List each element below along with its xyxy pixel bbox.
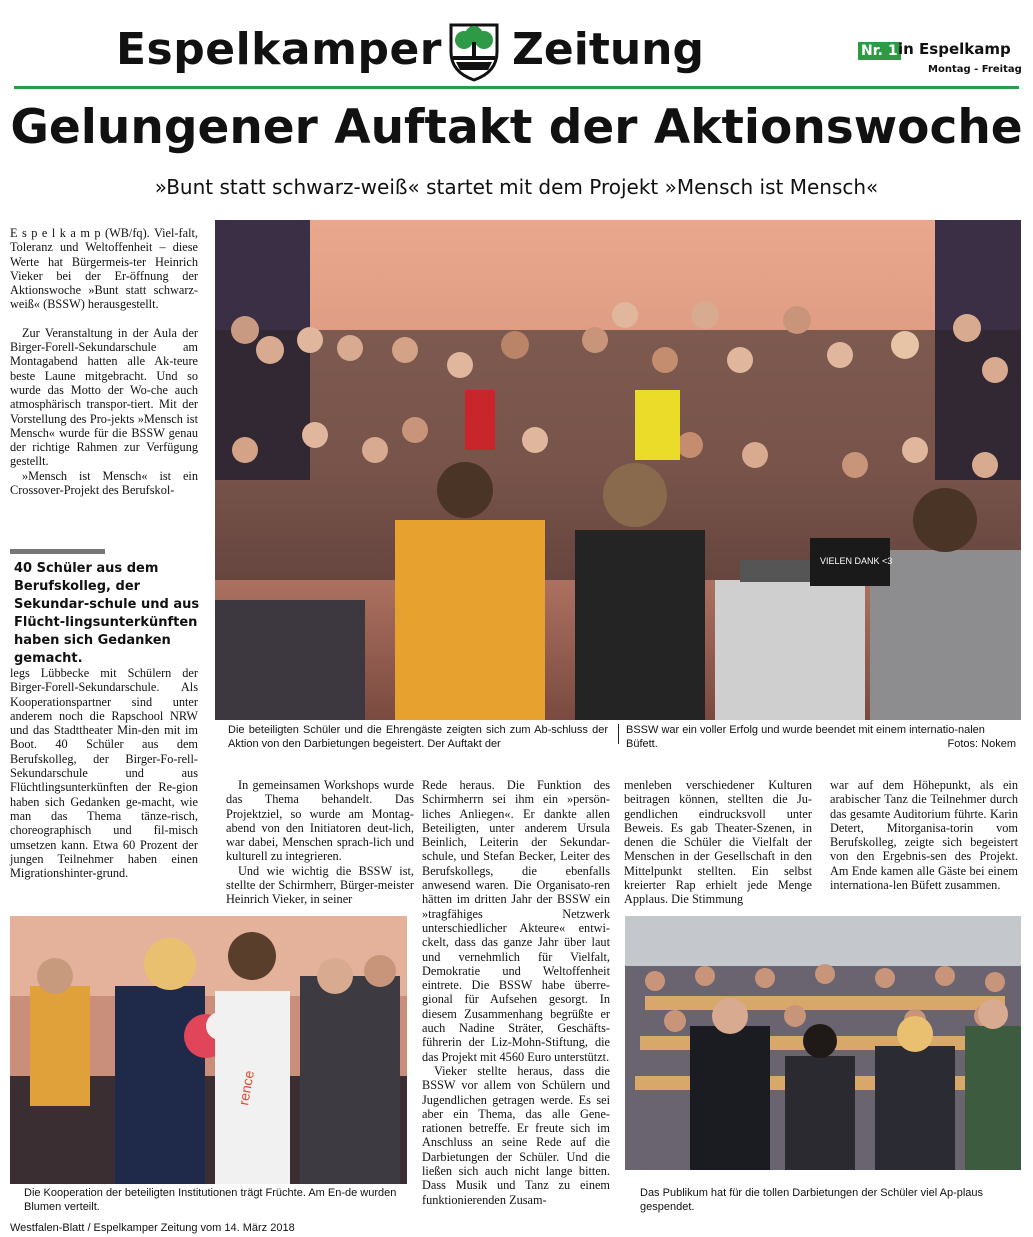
nr1-badge: Nr. 1 <box>858 42 901 60</box>
paragraph: Rede heraus. Die Funktion des Schirmherrn sei ihm ein »persön-liches Anliegen«. Er dankte allen Beteiligten, unter anderem Ursula Beinlich, Leiterin der Sekundar-schule, und Stefan Becker, Leiter des Berufskollegs, die ebenfalls anwesend waren. Die Organisato-ren hätten im dritten Jahr der BSSW ein »tragfähiges Netzwerk unterschiedlicher Akteure« entwi-ckelt, dass das ganze Jahr über laut und vernehmlich für Vielfalt, Demokratie und Weltoffenheit eintrete. Die BSSW habe überre-gional für Aufsehen gesorgt. In diesem Zusammenhang begrüßte er auch Nadine Sträter, Geschäfts-führerin der Liz-Mohn-Stiftung, die das Projekt mit 4560 Euro unterstützt. <box>422 778 610 1064</box>
audience-photo-image <box>625 916 1021 1170</box>
paragraph: menleben verschiedener Kulturen beitragen können, stellten die Ju-gendlichen eindrucksvoll unter Beweis. Es gab Theater-Szenen, in denen die Schüler die Vielfalt der Menschen in der Gesellschaft in den Mittelpunkt stellten. Ein selbst kreierter Rap erhielt jede Menge Applaus. Die Stimmung <box>624 778 812 907</box>
column-4 <box>624 778 812 907</box>
column-1-bottom <box>10 666 198 880</box>
caption-divider <box>618 724 619 744</box>
article-subhead: »Bunt statt schwarz-weiß« startet mit dem Projekt »Mensch ist Mensch« <box>154 175 879 199</box>
masthead <box>0 22 1033 84</box>
paragraph: legs Lübbecke mit Schülern der Birger-Forell-Sekundarschule. Als Kooperationspartner sind unter anderem noch die Rapschool NRW und das Stadttheater Min-den mit im Boot. 40 Schüler aus dem Berufskolleg, der Birger-Fo-rell-Sekundarschule und aus Flüchtlingsunterkünften der Re-gion haben sich Gedanken ge-macht, wie man das Thema tänze-risch, choreographisch und fil-misch umsetzen kann. Etwa 60 Prozent der jungen Teilnehmer haben einen Migrationshinter-grund. <box>10 666 198 881</box>
audience-photo-caption: Das Publikum hat für die tollen Darbietungen der Schüler viel Ap-plaus gespendet. <box>640 1187 984 1213</box>
main-group-photo <box>215 220 1021 720</box>
main-photo-caption-right <box>626 724 1016 751</box>
woman-blue-blazer <box>115 986 205 1184</box>
woman-applauding <box>875 1046 955 1170</box>
group-photo-image <box>215 220 1021 720</box>
red-shirt <box>465 390 495 450</box>
flowers-photo-caption: Die Kooperation der beteiligten Institutionen trägt Früchte. Am En-de wurden Blumen verteilt. <box>24 1187 397 1213</box>
column-1-top <box>10 226 198 497</box>
pullquote-bar <box>10 549 105 554</box>
shirt-text: rence <box>235 1069 258 1107</box>
man-in-suit <box>690 1026 770 1170</box>
laptop-screen-text: VIELEN DANK <3 <box>820 556 893 566</box>
caption-text: BSSW war ein voller Erfolg und wurde beendet mit einem internatio-nalen Büfett. <box>626 724 985 750</box>
paragraph: In gemeinsamen Workshops wurde das Thema behandelt. Das Projektziel, so wurde am Montag-abend von den Initiatoren deut-lich, war dabei, Menschen sprach-lich und kulturell zu integrieren. <box>226 778 414 864</box>
paragraph: »Mensch ist Mensch« ist ein Crossover-Projekt des Berufskol- <box>10 468 198 498</box>
paragraph: war auf dem Höhepunkt, als ein arabischer Tanz die Teilnehmer durch das gesamte Auditorium führte. Karin Detert, Mitorganisa-torin vom Berufskolleg, zeigte sich begeistert von den Ergebnis-sen des Projekt. Am Ende kamen alle Gäste bei einem internationa-len Büfett zusammen. <box>830 778 1018 893</box>
audience-photo <box>625 916 1021 1170</box>
photo-credit: Fotos: Nokem <box>947 737 1016 750</box>
masthead-title-right: Zeitung <box>512 24 705 75</box>
main-photo-caption-left: Die beteiligten Schüler und die Ehrengäste zeigten sich zum Ab-schluss der Aktion von den Darbietungen begeistert. Der Auftakt der <box>228 724 608 750</box>
masthead-title-left: Espelkamper <box>116 24 443 75</box>
paragraph: Vieker stellte heraus, dass die BSSW vor allem von Schülern und Jugendlichen getragen werde. Es sei aber ein Thema, das alle Gene-rationen betreffe. Er freute sich im Anschluss an seine Rede auf die Darbietungen der Schüler. Und die ließen sich auch nicht lange bitten. Dass Musik und Tanz zu einem funktionierenden Zusam- <box>422 1063 610 1207</box>
article-headline: Gelungener Auftakt der Aktionswoche <box>10 100 1023 155</box>
woman-in-black <box>575 530 705 720</box>
publication-days: Montag - Freitag <box>928 64 1022 75</box>
column-3 <box>422 778 610 1207</box>
nr1-text: in Espelkamp <box>898 40 1011 58</box>
column-5 <box>830 778 1018 892</box>
flowers-photo-image <box>10 916 407 1184</box>
column-2 <box>226 778 414 907</box>
masthead-rule <box>14 86 1019 89</box>
paragraph: E s p e l k a m p (WB/fq). Viel-falt, Toleranz und Weltoffenheit – diese Werte hat Bürgermeis-ter Heinrich Vieker bei der Er-öffnung der Aktionswoche »Bunt statt schwarz-weiß« (BSSW) herausgestellt. <box>10 226 198 312</box>
flowers-photo <box>10 916 407 1184</box>
city-crest-icon <box>448 22 500 82</box>
paragraph: Zur Veranstaltung in der Aula der Birger-Forell-Sekundarschule am Montagabend hatten alle Ak-teure beste Laune mitgebracht. Und so wurde das Motto der Wo-che auch atmosphärisch transpor-tiert. Mit der Vorstellung des Pro-jekts »Mensch ist Mensch« wurde für die BSSW genau der richtige Rahmen zur Verfügung gestellt. <box>10 325 198 469</box>
page-footer: Westfalen-Blatt / Espelkamper Zeitung vom 14. März 2018 <box>10 1222 295 1234</box>
pullquote: 40 Schüler aus dem Berufskolleg, der Sekundar-schule und aus Flücht-lingsunterkünften haben sich Gedanken gemacht. <box>14 561 200 666</box>
yellow-hoodie <box>395 520 545 720</box>
yellow-shirt <box>635 390 680 460</box>
striped-shirt <box>870 550 1021 720</box>
paragraph: Und wie wichtig die BSSW ist, stellte der Schirmherr, Bürger-meister Heinrich Vieker, in seiner <box>226 863 414 907</box>
